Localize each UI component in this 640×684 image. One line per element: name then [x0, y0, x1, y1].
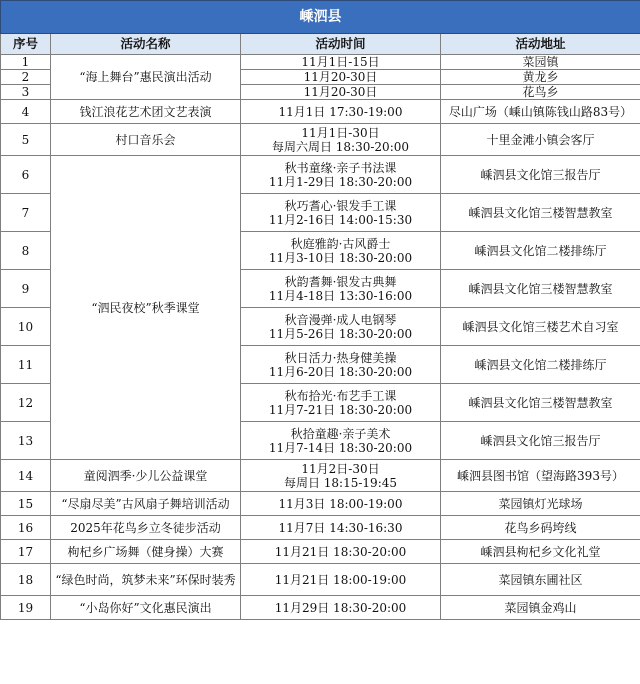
row-number: 10 — [1, 308, 51, 346]
activity-place: 嵊泗县文化馆二楼排练厅 — [441, 232, 640, 270]
time-line: 每周六周日 18:30-20:00 — [271, 139, 410, 154]
activity-place: 花鸟乡 — [441, 85, 640, 100]
activity-time: 11月20-30日 — [241, 70, 441, 85]
activity-time — [241, 422, 441, 460]
activity-place: 嵊泗县文化馆三报告厅 — [441, 156, 640, 194]
row-number: 15 — [1, 492, 51, 516]
activity-time — [241, 346, 441, 384]
time-line: 秋巧耆心·银发手工课 — [284, 198, 397, 213]
activity-time — [241, 124, 441, 156]
table-row — [1, 492, 640, 516]
header-row — [1, 34, 640, 55]
column-header-no: 序号 — [1, 34, 51, 55]
activity-time — [241, 460, 441, 492]
activity-name: 钱江浪花艺术团文艺表演 — [51, 100, 241, 124]
time-line: 11月2日-30日 — [301, 461, 380, 476]
activity-name: “绿色时尚，筑梦未来”环保时装秀 — [51, 564, 241, 596]
time-line: 11月5-26日 18:30-20:00 — [268, 326, 413, 341]
activity-time — [241, 194, 441, 232]
row-number: 8 — [1, 232, 51, 270]
activity-place: 菜园镇金鸡山 — [441, 596, 640, 620]
time-line: 11月4-18日 13:30-16:00 — [268, 288, 413, 303]
column-header-place: 活动地址 — [441, 34, 640, 55]
time-line: 11月6-20日 18:30-20:00 — [268, 364, 413, 379]
activity-time: 11月21日 18:30-20:00 — [241, 540, 441, 564]
time-line: 11月1-29日 18:30-20:00 — [268, 174, 413, 189]
activity-name: “泗民夜校”秋季课堂 — [51, 156, 241, 460]
row-number: 7 — [1, 194, 51, 232]
activity-time: 11月7日 14:30-16:30 — [241, 516, 441, 540]
activity-place: 嵊泗县文化馆三楼智慧教室 — [441, 194, 640, 232]
column-header-name: 活动名称 — [51, 34, 241, 55]
time-line: 11月2-16日 14:00-15:30 — [268, 212, 413, 227]
time-line: 秋拾童趣·亲子美术 — [290, 426, 391, 441]
activity-time — [241, 270, 441, 308]
row-number: 3 — [1, 85, 51, 100]
activity-place: 尽山广场（嵊山镇陈钱山路83号） — [441, 100, 640, 124]
activity-place: 菜园镇东圃社区 — [441, 564, 640, 596]
activity-place: 嵊泗县枸杞乡文化礼堂 — [441, 540, 640, 564]
activity-time: 11月1日 17:30-19:00 — [241, 100, 441, 124]
time-line: 秋庭雅韵·古风爵士 — [290, 236, 391, 251]
table-row — [1, 100, 640, 124]
activity-place: 菜园镇灯光球场 — [441, 492, 640, 516]
activity-time — [241, 232, 441, 270]
row-number: 5 — [1, 124, 51, 156]
activity-name: 2025年花鸟乡立冬徒步活动 — [51, 516, 241, 540]
activity-time: 11月1日-15日 — [241, 55, 441, 70]
time-line: 秋韵耆舞·银发古典舞 — [284, 274, 397, 289]
row-number: 19 — [1, 596, 51, 620]
time-line: 每周日 18:15-19:45 — [283, 475, 398, 490]
activity-place: 十里金滩小镇会客厅 — [441, 124, 640, 156]
time-line: 秋布拾光·布艺手工课 — [284, 388, 397, 403]
row-number: 16 — [1, 516, 51, 540]
table-row — [1, 564, 640, 596]
row-number: 6 — [1, 156, 51, 194]
activity-time — [241, 308, 441, 346]
activity-place: 嵊泗县文化馆三楼艺术自习室 — [441, 308, 640, 346]
activity-name: 村口音乐会 — [51, 124, 241, 156]
time-line: 11月7-21日 18:30-20:00 — [268, 402, 413, 417]
activity-place: 嵊泗县文化馆二楼排练厅 — [441, 346, 640, 384]
table-row — [1, 124, 640, 156]
time-line: 秋音漫弹·成人电钢琴 — [284, 312, 397, 327]
table-row — [1, 596, 640, 620]
time-line: 11月3-10日 18:30-20:00 — [268, 250, 413, 265]
activity-place: 嵊泗县图书馆（望海路393号） — [441, 460, 640, 492]
row-number: 14 — [1, 460, 51, 492]
time-line: 11月7-14日 18:30-20:00 — [268, 440, 413, 455]
activity-place: 花鸟乡码垮线 — [441, 516, 640, 540]
activity-name: “小岛你好”文化惠民演出 — [51, 596, 241, 620]
activity-name: 童阅泗季·少儿公益课堂 — [51, 460, 241, 492]
activity-name: “尽扇尽美”古风扇子舞培训活动 — [51, 492, 241, 516]
table-row — [1, 55, 640, 70]
table-row — [1, 156, 640, 194]
activity-place: 嵊泗县文化馆三楼智慧教室 — [441, 270, 640, 308]
table-row — [1, 460, 640, 492]
row-number: 18 — [1, 564, 51, 596]
activity-time: 11月29日 18:30-20:00 — [241, 596, 441, 620]
activity-place: 菜园镇 — [441, 55, 640, 70]
row-number: 11 — [1, 346, 51, 384]
title-row — [1, 1, 640, 34]
activity-time: 11月3日 18:00-19:00 — [241, 492, 441, 516]
activity-name: “海上舞台”惠民演出活动 — [51, 55, 241, 100]
activity-place: 嵊泗县文化馆三报告厅 — [441, 422, 640, 460]
activity-time: 11月20-30日 — [241, 85, 441, 100]
activity-time — [241, 156, 441, 194]
activity-place: 黄龙乡 — [441, 70, 640, 85]
row-number: 1 — [1, 55, 51, 70]
time-line: 11月1日-30日 — [301, 125, 380, 140]
row-number: 2 — [1, 70, 51, 85]
activity-time — [241, 384, 441, 422]
column-header-time: 活动时间 — [241, 34, 441, 55]
time-line: 秋书童缘·亲子书法课 — [284, 160, 397, 175]
row-number: 4 — [1, 100, 51, 124]
table-row — [1, 540, 640, 564]
row-number: 17 — [1, 540, 51, 564]
activity-time: 11月21日 18:00-19:00 — [241, 564, 441, 596]
row-number: 12 — [1, 384, 51, 422]
table-title: 嵊泗县 — [1, 1, 640, 34]
activity-place: 嵊泗县文化馆三楼智慧教室 — [441, 384, 640, 422]
table-row — [1, 516, 640, 540]
row-number: 13 — [1, 422, 51, 460]
activity-name: 枸杞乡广场舞（健身操）大赛 — [51, 540, 241, 564]
row-number: 9 — [1, 270, 51, 308]
time-line: 秋日活力·热身健美操 — [284, 350, 397, 365]
